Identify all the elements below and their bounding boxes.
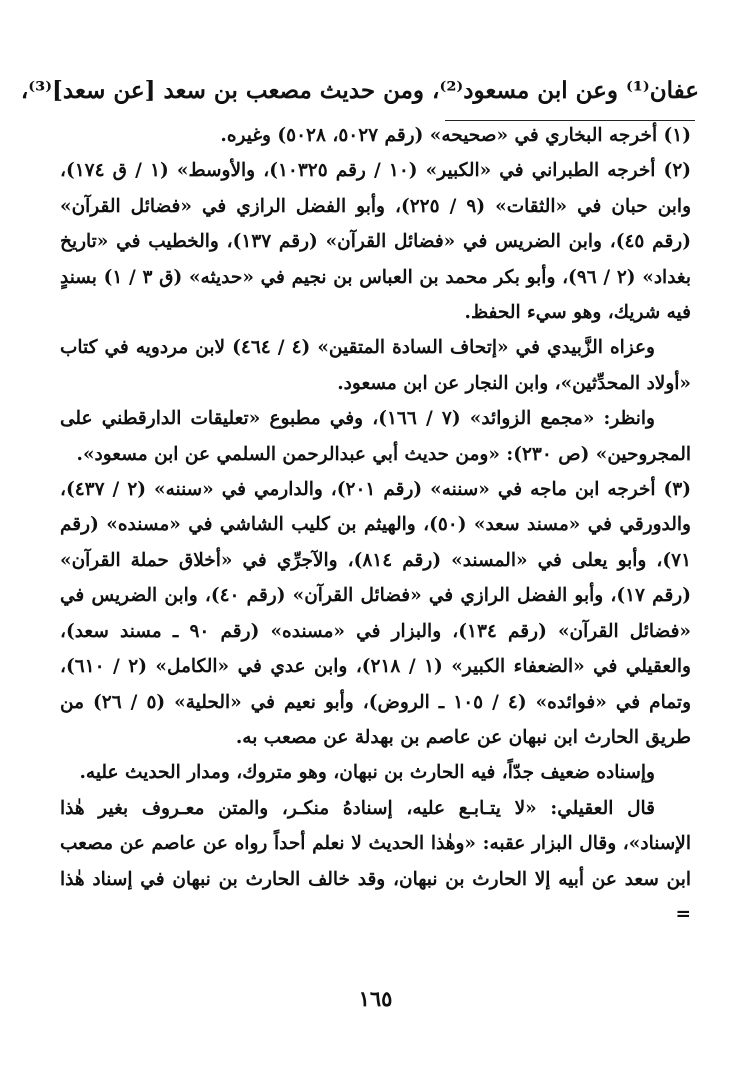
footnote-2-see-also: وانظر: «مجمع الزوائد» (٧ / ١٦٦)، وفي مطبوع «تعليقات الدارقطني على المجروحين» (ص ٢٣٠): «ومن حديث أبي عبدالرحمن السلمي عن ابن مسعود». <box>60 408 691 465</box>
main-text-line: عفان⁽¹⁾ وعن ابن مسعود⁽²⁾، ومن حديث مصعب بن سعد [عن سعد]⁽³⁾، <box>20 77 699 104</box>
footnote-3-quotes: قال العقيلي: «لا يتـابـع عليه، إسنادهُ منكـر، والمتن معـروف بغير هٰذا الإسناد»، وقال البزار عقبه: «وهٰذا الحديث لا نعلم أحداً رواه عن عاصم عن مصعب ابن سعد عن أبيه إلا الحارث بن نبهان، وقد خالف الحارث بن نبهان في إسناد هٰذا = <box>60 797 691 925</box>
footnote-3: (٣) أخرجه ابن ماجه في «سننه» (رقم ٢٠١)، والدارمي في «سننه» (٢ / ٤٣٧)، والدورقي في «مسند سعد» (٥٠)، والهيثم بن كليب الشاشي في «مسنده» (رقم ٧١)، وأبو يعلى في «المسند» (رقم ٨١٤)، والآجرِّي في «أخلاق حملة القرآن» (رقم ١٧)، وأبو الفضل الرازي في «فضائل القرآن» (رقم ٤٠)، وابن الضريس في «فضائل القرآن» (رقم ١٣٤)، والبزار في «مسنده» (رقم ٩٠ ـ مسند سعد)، والعقيلي في «الضعفاء الكبير» (١ / ٢١٨)، وابن عدي في «الكامل» (٢ / ٦١٠)، وتمام في «فوائده» (٤ / ١٠٥ ـ الروض)، وأبو نعيم في «الحلية» (٥ / ٢٦) من طريق الحارث ابن نبهان عن عاصم بن بهدلة عن مصعب به. <box>60 479 692 748</box>
footnotes <box>60 118 691 932</box>
footnote-1: (١) أخرجه البخاري في «صحيحه» (رقم ٥٠٢٧، ٥٠٢٨) وغيره. <box>220 125 691 146</box>
footnote-3-grading: وإسناده ضعيف جدّاً، فيه الحارث بن نبهان، وهو متروك، ومدار الحديث عليه. <box>79 762 655 784</box>
footnote-2-continuation: وعزاه الزَّبيدي في «إتحاف السادة المتقين» (٤ / ٤٦٤) لابن مردويه في كتاب «أولاد المحدِّثين»، وابن النجار عن ابن مسعود. <box>60 337 691 394</box>
page-number: ١٦٥ <box>358 986 393 1011</box>
footnote-2: (٢) أخرجه الطبراني في «الكبير» (١٠ / رقم ١٠٣٢٥)، والأوسط» (١ / ق ١٧٤)، وابن حبان في «الثقات» (٩ / ٢٢٥)، وأبو الفضل الرازي في «فضائل القرآن» (رقم ٤٥)، وابن الضريس في «فضائل القرآن» (رقم ١٣٧)، والخطيب في «تاريخ بغداد» (٢ / ٩٦)، وأبو بكر محمد بن العباس بن نجيم في «حديثه» (ق ٣ / ١) بسندٍ فيه شريك، وهو سيء الحفظ. <box>60 160 692 324</box>
